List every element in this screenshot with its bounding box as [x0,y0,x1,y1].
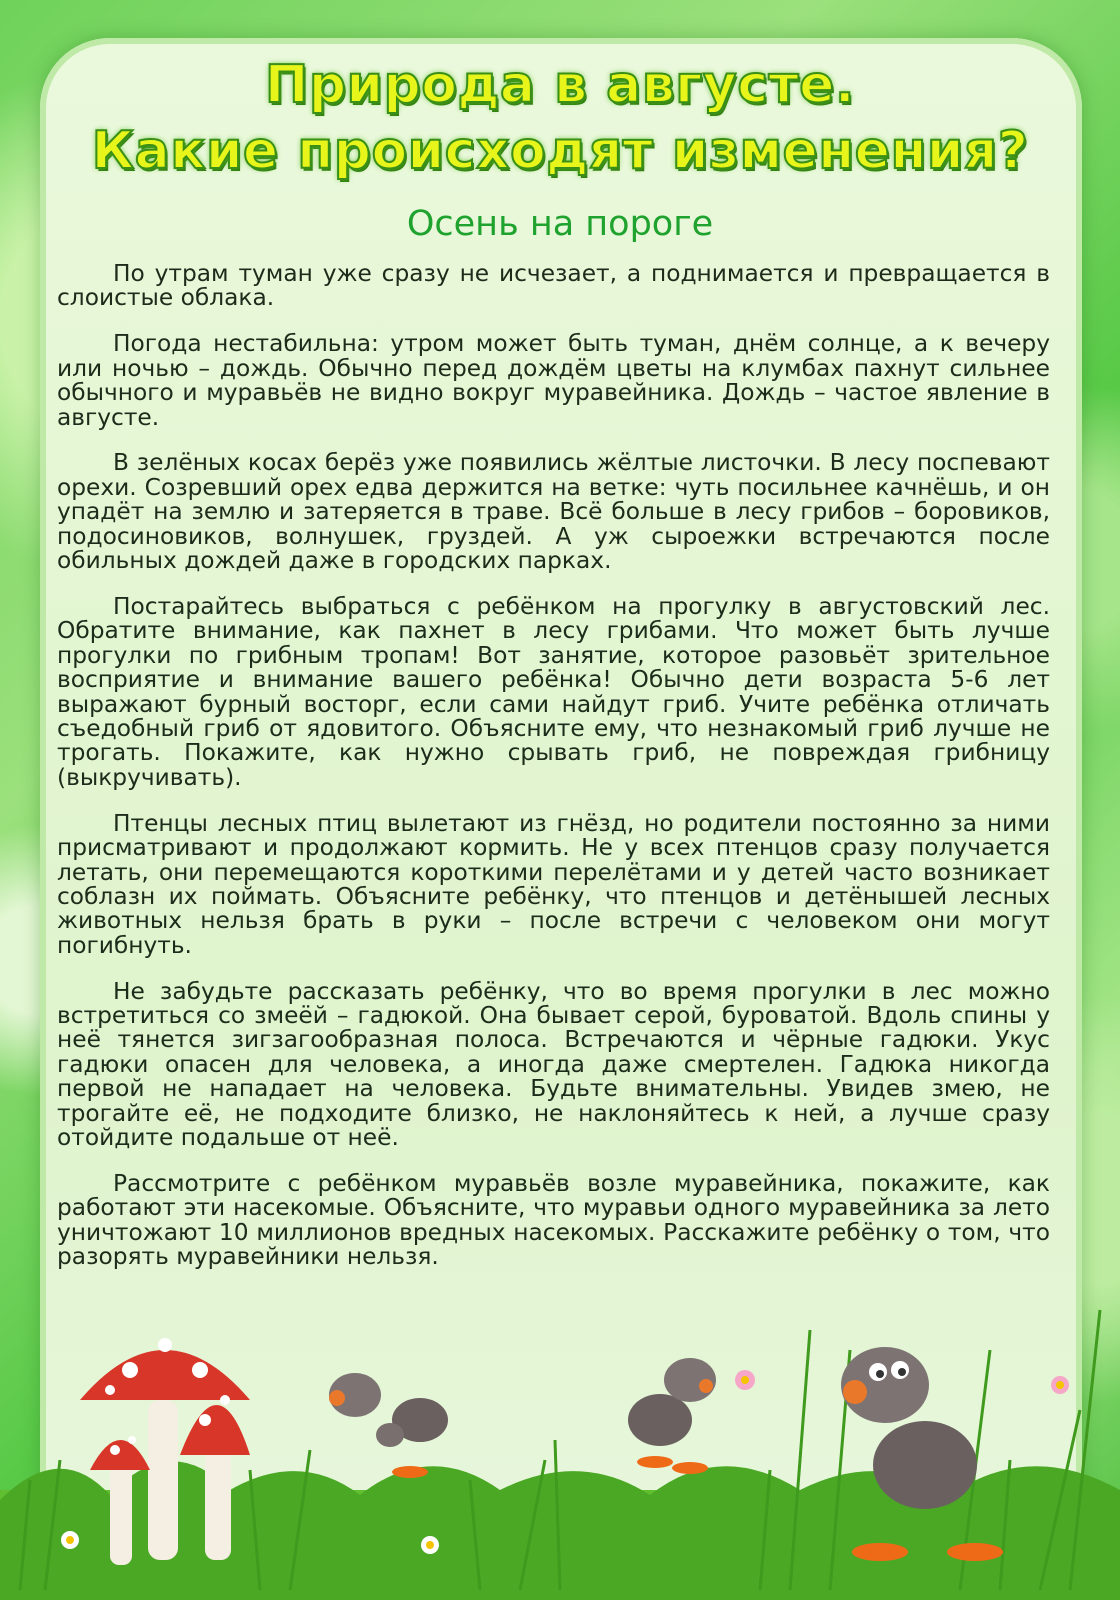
forest-scene [0,1290,1120,1600]
title-line-1: Природа в августе. [264,55,856,115]
article-body [57,262,1050,1291]
paragraph: В зелёных косах берёз уже появились жёлтые листочки. В лесу поспевают орехи. Созревший орех едва держится на ветке: чуть посильнее качнёшь, и он упадёт на землю и затеряется в траве. Всё больше в лесу грибов – боровиков, подосиновиков, волнушек, груздей. А уж сыроежки встречаются после обильных дождей даже в городских парках. [57,449,1050,575]
paragraph: По утрам туман уже сразу не исчезает, а поднимается и превращается в слоистые облака. [57,260,1050,312]
page-title [60,52,1060,184]
paragraph: Не забудьте рассказать ребёнку, что во время прогулки в лес можно встретиться со змеёй – гадюкой. Она бывает серой, буроватой. Вдоль спины у неё тянется зигзагообразная полоса. Встречаются и чёрные гадюки. Укус гадюки опасен для человека, а иногда даже смертелен. Гадюка никогда первой не нападает на человека. Будьте внимательны. Увидев змею, не трогайте её, не подходите близко, не наклоняйтесь к ней, а лучше сразу отойдите подальше от неё. [57,977,1050,1152]
paragraph: Птенцы лесных птиц вылетают из гнёзд, но родители постоянно за ними присматривают и продолжают кормить. Не у всех птенцов сразу получается летать, они перемещаются короткими перелётами и у детей часто возникает соблазн их поймать. Объясните ребёнку, что птенцов и детёнышей лесных животных нельзя брать в руки – после встречи с человеком они могут погибнуть. [57,809,1050,959]
ant-icon [628,1358,716,1474]
page-subtitle: Осень на пороге [406,204,714,244]
paragraph: Рассмотрите с ребёнком муравьёв возле муравейника, покажите, как работают эти насекомые. Объясните, что муравьи одного муравейника за лето уничтожают 10 миллионов вредных насекомых. Расскажите ребёнку о том, что разорять муравейники нельзя. [57,1170,1050,1271]
ant-icon [329,1373,448,1478]
paragraph: Постарайтесь выбраться с ребёнком на прогулку в августовский лес. Обратите внимание, как пахнет в лесу грибами. Что может быть лучше прогулки по грибным тропам! Вот занятие, которое разовьёт зрительное восприятие и внимание вашего ребёнка! Обычно дети возраста 5-6 лет выражают бурный восторг, если сами найдут гриб. Учите ребёнка отличать съедобный гриб от ядовитого. Объясните ему, что незнакомый гриб лучше не трогать. Покажите, как нужно срывать гриб, не повреждая грибницу (выкручивать). [57,592,1050,791]
paragraph: Погода нестабильна: утром может быть туман, днём солнце, а к вечеру или ночью – дождь. Обычно перед дождём цветы на клумбах пахнут сильнее обычного и муравьёв не видно вокруг муравейника. Дождь – частое явление в августе. [57,330,1050,431]
title-line-2: Какие происходят изменения? [91,121,1029,181]
